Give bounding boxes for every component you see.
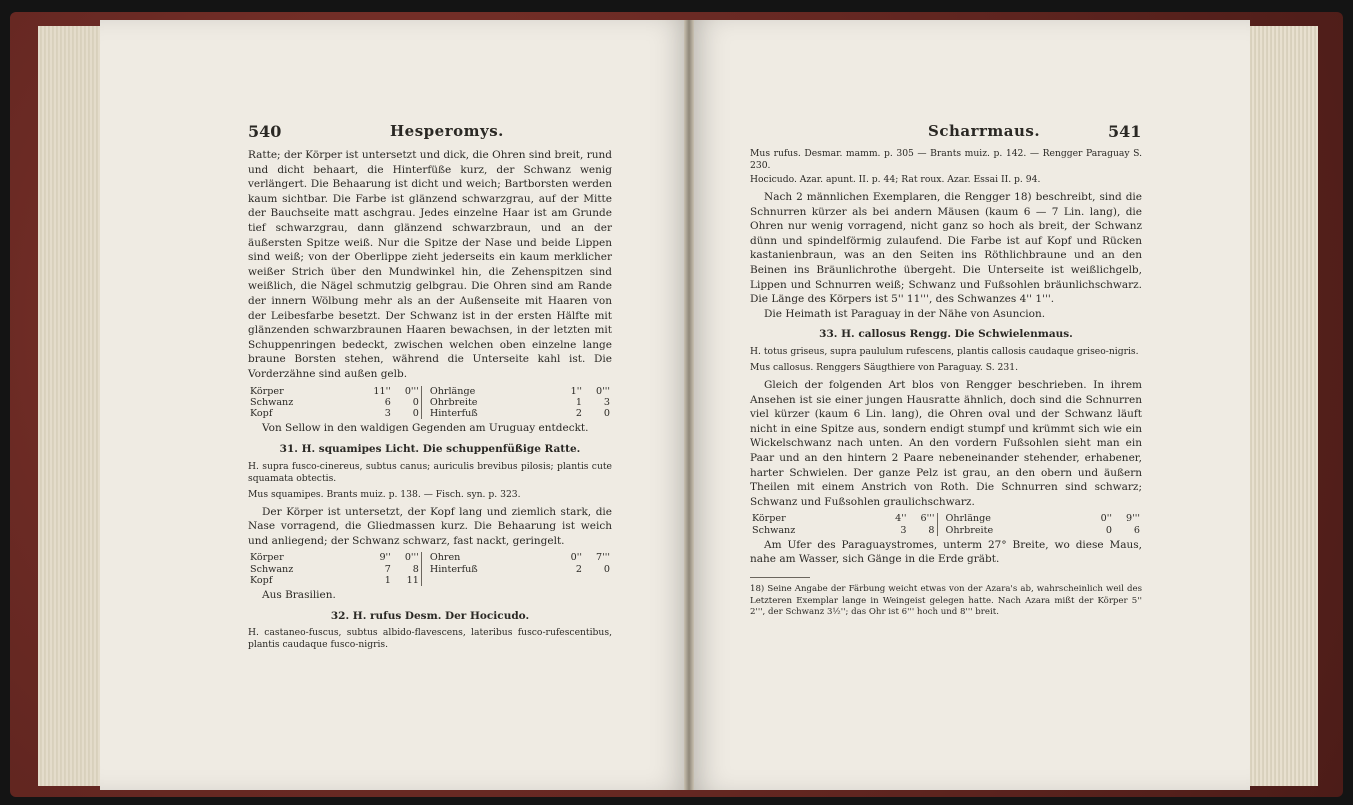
species-heading-32: 32. H. rufus Desm. Der Hocicudo.: [330, 609, 530, 622]
latin-diagnosis-33: H. totus griseus, supra paululum rufescens, plantis callosis caudaque griseo-nigris.: [750, 345, 1139, 357]
page-edges-left: [38, 26, 108, 786]
footnote-rule: [750, 577, 810, 578]
footnote: 18) Seine Angabe der Färbung weicht etwas von der Azara's ab, wahrscheinlich weil des Letzteren Exemplar lange in Weingeist gelegen hatte. Nach Azara mißt der Körper 5'' 2''', der Schwanz 3½''; das Ohr ist 6''' hoch und 8''' breit.: [750, 584, 1142, 618]
description-31: Der Körper ist untersetzt, der Kopf lang und ziemlich stark, die Nase vorragend, die Gliedmassen kurz. Die Behaarung ist weich und anliegend; der Schwanz schwarz, fast nackt, geringelt.: [248, 505, 612, 547]
right-page: [690, 20, 1250, 790]
latin-diagnosis-31: H. supra fusco-cinereus, subtus canus; auriculis brevibus pilosis; plantis cute squamata obtectis.: [248, 460, 612, 484]
table-row: Körper 11'' 0''' Ohrlänge 1'' 0''': [250, 385, 610, 397]
measurements-table-3: [750, 513, 1142, 536]
description-33: Gleich der folgenden Art blos von Rengger beschrieben. In ihrem Ansehen ist sie einer jungen Hausratte ähnlich, doch sind die Schnurren viel kürzer (kaum 6 Lin. lang), die Ohren oval und der Schwanz läuft nicht in eine Spitze aus, sondern endigt stumpf und krümmt sich wie ein Wickelschwanz nach unten. An den vordern Fußsohlen sieht man ein Paar und an den hintern 2 Paare nebeneinander stehender, erhabener, harter Schwielen. Der ganze Pelz ist grau, an den obern und äußern Theilen mit einem Anstrich von Roth. Die Schnurren sind schwarz; Schwanz und Fußsohlen graulichschwarz.: [750, 378, 1142, 508]
habitat-text: Am Ufer des Paraguaystromes, unterm 27° Breite, wo diese Maus, nahe am Wasser, sich Gänge in die Erde gräbt.: [750, 538, 1142, 566]
intro-paragraph: Ratte; der Körper ist untersetzt und dick, die Ohren sind breit, rund und dicht behaart, die Hinterfüße kurz, der Schwanz wenig verlängert. Die Behaarung ist dicht und weich; Bartborsten werden kaum sichtbar. Die Farbe ist glänzend schwarzgrau, auf der Mitte der Bauchseite matt aschgrau. Jedes einzelne Haar ist am Grunde tief schwarzgrau, dann glänzend schwarzbraun, und an der äußersten Spitze weiß. Nur die Spitze der Nase und beide Lippen sind weiß; von der Oberlippe zieht jederseits ein kaum merklicher weißer Strich über den Mundwinkel hin, die Zehenspitzen sind weißlich, die Nägel schmutzig gelbgrau. Die Ohren sind am Rande der innern Wölbung mehr als an der Außenseite mit Haaren von der Leibesfarbe besetzt. Der Schwanz ist in der ersten Hälfte mit glänzenden schwarzbraunen Haaren bewachsen, in der letzten mit Schuppenringen bedeckt, zwischen welchen oben einzelne lange braune Borsten stehen, während die Unterseite kahl ist. Die Vorderzähne sind außen gelb.: [248, 149, 612, 380]
table-row: Schwanz 6 0 Ohrbreite 1 3: [250, 396, 610, 408]
table-row: Kopf 1 11: [248, 575, 612, 586]
latin-diagnosis-32: H. castaneo-fuscus, subtus albido-flavescens, lateribus fusco-rufescentibus, plantis caudaque fusco-nigris.: [248, 627, 612, 651]
table-row: Körper 4'' 6''' Ohrlänge 0'' 9''': [752, 513, 1140, 525]
page-edges-right: [1248, 26, 1318, 786]
left-page: [100, 20, 690, 790]
reference-32-azara: Hocicudo. Azar. apunt. II. p. 44; Rat roux. Azar. Essai II. p. 94.: [750, 174, 1041, 185]
locality-text: Von Sellow in den waldigen Gegenden am Uruguay entdeckt.: [262, 422, 589, 435]
homeland-text: Die Heimath ist Paraguay in der Nähe von Asuncion.: [764, 307, 1046, 320]
running-head: Hesperomys.: [390, 122, 504, 140]
measurements-table-1: [248, 386, 612, 420]
reference-33: Mus callosus. Renggers Säugthiere von Paraguay. S. 231.: [750, 361, 1019, 373]
locality-text-2: Aus Brasilien.: [262, 589, 336, 602]
running-head: Scharrmaus.: [928, 122, 1041, 140]
description-32: Nach 2 männlichen Exemplaren, die Rengger 18) beschreibt, sind die Schnurren kürzer als bei andern Mäusen (kaum 6 — 7 Lin. lang), die Ohren nur wenig vorragend, nicht ganz so hoch als breit, der Schwanz dünn und spindelförmig zulaufend. Die Farbe ist auf Kopf und Rücken kastanienbraun, was an den Seiten ins Röthlichbraune und an den Beinen ins Bräunlichrothe übergeht. Die Unterseite ist weißlichgelb, Lippen und Schnurren weiß; Schwanz und Fußsohlen bräunlichschwarz. Die Länge des Körpers ist 5'' 11''', des Schwanzes 4'' 1'''.: [750, 191, 1142, 306]
table-row: Schwanz 3 8 Ohrbreite 0 6: [752, 524, 1140, 536]
species-heading-31: 31. H. squamipes Licht. Die schuppenfüßige Ratte.: [279, 442, 581, 455]
reference-31: Mus squamipes. Brants muiz. p. 138. — Fisch. syn. p. 323.: [248, 488, 521, 500]
left-text-column: [248, 148, 612, 651]
reference-32: Mus rufus. Desmar. mamm. p. 305 — Brants muiz. p. 142. — Rengger Paraguay S. 230.: [750, 148, 1142, 171]
page-number: 541: [1108, 122, 1142, 141]
right-text-column: [750, 148, 1142, 619]
table-row: Kopf 3 0 Hinterfuß 2 0: [250, 408, 610, 420]
page-number: 540: [248, 122, 282, 141]
measurements-table-2: [248, 552, 612, 586]
table-row: Körper 9'' 0''' Ohren 0'' 7''': [250, 552, 610, 564]
species-heading-33: 33. H. callosus Rengg. Die Schwielenmaus.: [819, 328, 1073, 341]
table-row: Schwanz 7 8 Hinterfuß 2 0: [250, 563, 610, 575]
book-gutter: [684, 20, 694, 790]
